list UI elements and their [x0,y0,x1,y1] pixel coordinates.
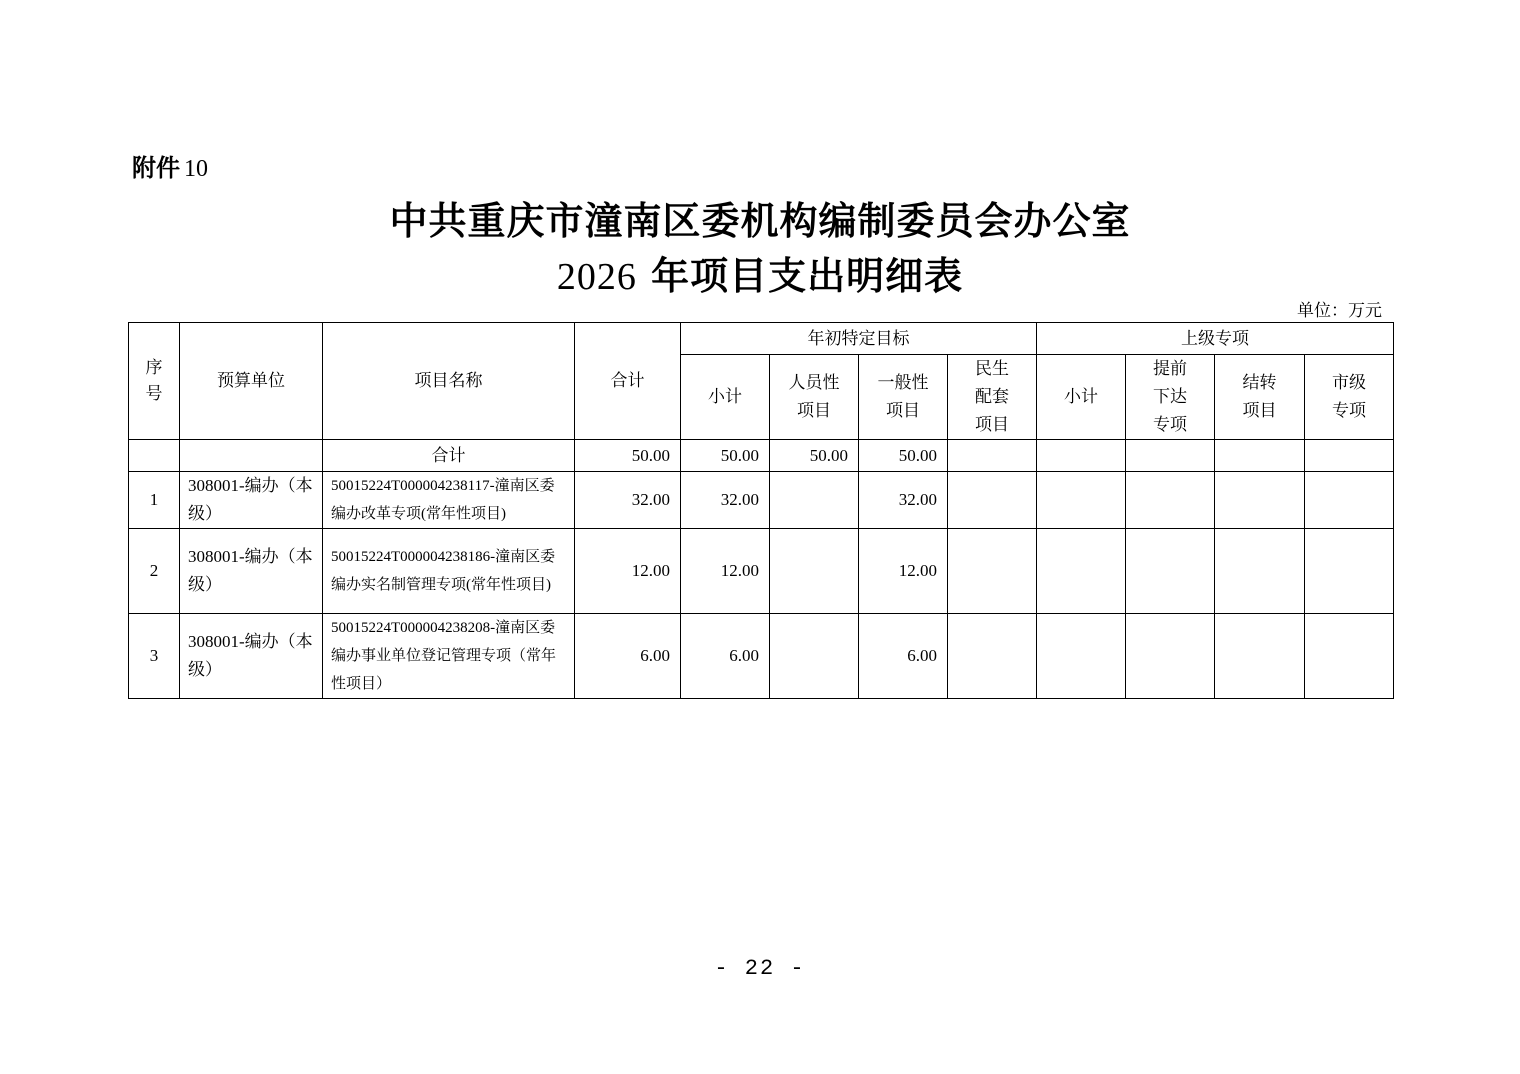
row-project: 50015224T000004238117-潼南区委编办改革专项(常年性项目) [323,472,575,529]
total-row-total: 50.00 [575,440,681,472]
header-project: 项目名称 [323,323,575,440]
table-row [129,472,1394,529]
header-group-upper: 上级专项 [1037,323,1394,355]
row-initial-personnel [770,529,859,614]
row-unit: 308001-编办（本级） [180,614,323,699]
header-upper-advance: 提前下达专项 [1126,355,1215,440]
header-seq: 序号 [129,323,180,440]
row-initial-subtotal: 6.00 [681,614,770,699]
row-unit: 308001-编办（本级） [180,472,323,529]
table-row [129,614,1394,699]
row-seq: 2 [129,529,180,614]
row-project: 50015224T000004238208-潼南区委编办事业单位登记管理专项（常年性项目） [323,614,575,699]
unit-note: 单位：万元 [1297,301,1382,321]
total-row-initial-subtotal: 50.00 [681,440,770,472]
title-year: 2026 [556,256,637,298]
document-title: 中共重庆市潼南区委机构编制委员会办公室 [389,199,1131,243]
row-initial-subtotal: 32.00 [681,472,770,529]
row-initial-general: 6.00 [859,614,948,699]
header-initial-livelihood: 民生配套项目 [948,355,1037,440]
row-project: 50015224T000004238186-潼南区委编办实名制管理专项(常年性项目) [323,529,575,614]
page-number: - 22 - [714,956,806,981]
header-initial-personnel: 人员性项目 [770,355,859,440]
attachment-text: 附件 [132,154,180,182]
title-rest: 年项目支出明细表 [651,254,964,298]
total-row-label: 合计 [323,440,575,472]
row-initial-general: 12.00 [859,529,948,614]
total-row-initial-general: 50.00 [859,440,948,472]
attachment-number: 10 [184,156,208,182]
row-total: 32.00 [575,472,681,529]
total-row-initial-personnel: 50.00 [770,440,859,472]
table-row [129,529,1394,614]
row-seq: 3 [129,614,180,699]
header-row-1 [129,323,1394,355]
header-upper-municipal: 市级专项 [1305,355,1394,440]
row-total: 6.00 [575,614,681,699]
row-initial-general: 32.00 [859,472,948,529]
header-group-initial: 年初特定目标 [681,323,1037,355]
header-unit: 预算单位 [180,323,323,440]
row-unit: 308001-编办（本级） [180,529,323,614]
header-total: 合计 [575,323,681,440]
row-initial-personnel [770,472,859,529]
total-row [129,440,1394,472]
header-upper-subtotal: 小计 [1037,355,1126,440]
row-seq: 1 [129,472,180,529]
header-initial-subtotal: 小计 [681,355,770,440]
row-initial-subtotal: 12.00 [681,529,770,614]
attachment-label [132,148,208,183]
document-subtitle [0,245,1520,300]
header-initial-general: 一般性项目 [859,355,948,440]
header-upper-carryover: 结转项目 [1215,355,1305,440]
expenditure-table [128,322,1394,699]
row-total: 12.00 [575,529,681,614]
row-initial-personnel [770,614,859,699]
